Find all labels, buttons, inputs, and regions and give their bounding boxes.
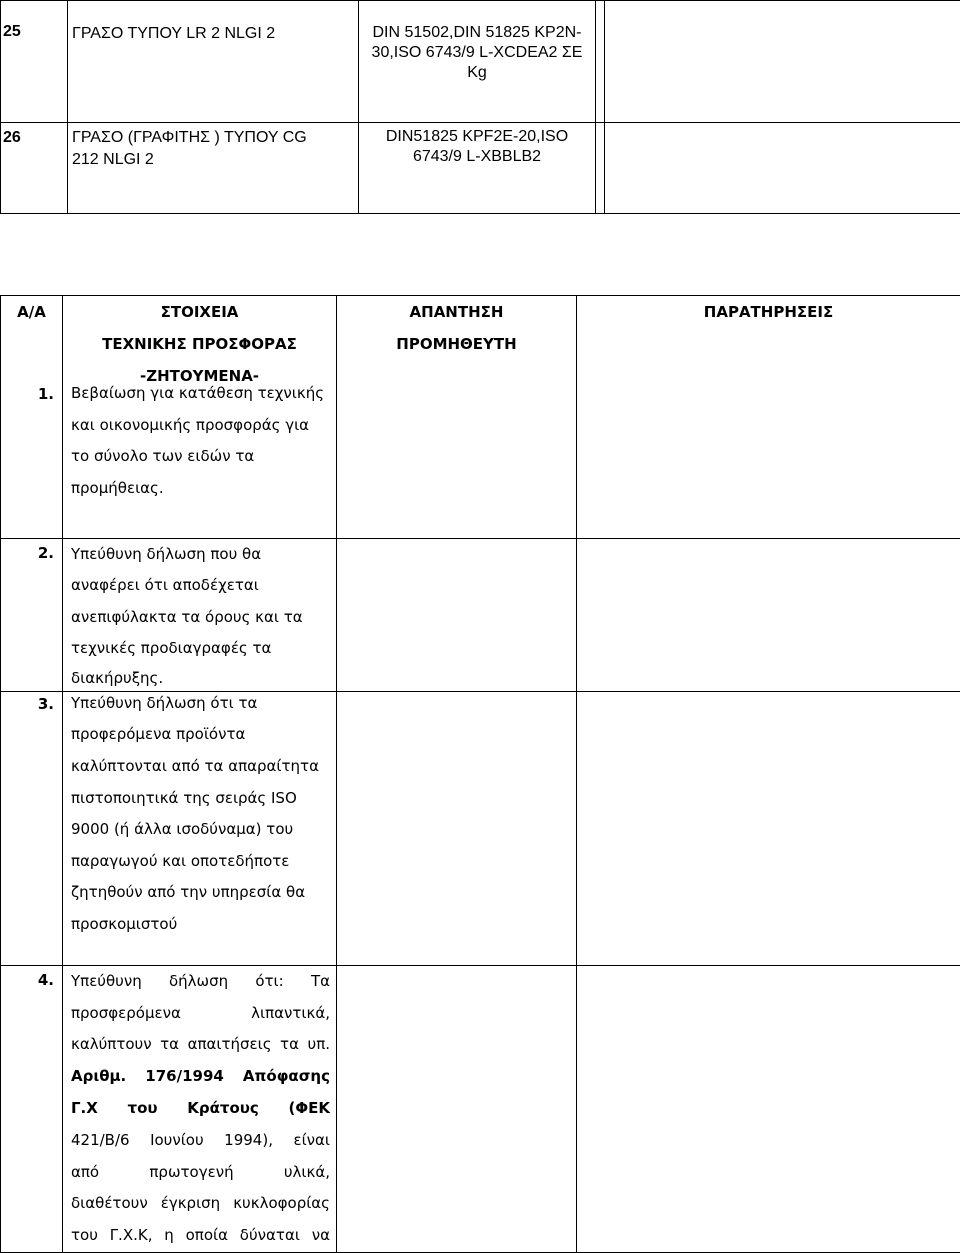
technical-offer-table: [0, 295, 960, 1253]
row-number: 1.: [1, 392, 63, 538]
row-text: Υπεύθυνη δήλωση ότι τα προφερόμενα προϊόντα καλύπτονται από τα απαραίτητα πιστοποιητικά της σειράς ISO 9000 (ή άλλα ισοδύναμα) του παραγωγού και οποτεδήποτε ζητηθούν από την υπηρεσία θα προσκομιστού: [63, 691, 337, 965]
table-row: [1, 538, 960, 691]
header-aa: Α/Α: [1, 296, 63, 393]
empty-cell: [605, 123, 960, 214]
row-number: 2.: [1, 538, 63, 691]
table-row: [1, 965, 960, 1252]
remarks-cell: [577, 691, 960, 965]
empty-cell: [596, 1, 605, 123]
item-spec: DIN51825 KPF2E-20,ISO 6743/9 L-XBBLB2: [359, 123, 596, 214]
products-table: [0, 0, 960, 214]
remarks-cell: [577, 538, 960, 691]
item-number: 26: [1, 123, 68, 214]
row-text: Υπεύθυνη δήλωση που θα αναφέρει ότι αποδέχεται ανεπιφύλακτα τα όρους και τα τεχνικές προδιαγραφές τα διακήρυξης.: [63, 538, 337, 691]
remarks-cell: [577, 965, 960, 1252]
row-number: 4.: [1, 965, 63, 1252]
item-name: ΓΡΑΣΟ (ΓΡΑΦΙΤΗΣ ) ΤΥΠΟΥ CG 212 NLGI 2: [68, 123, 359, 214]
item-spec: DIN 51502,DIN 51825 KP2N- 30,ISO 6743/9 L-XCDEA2 ΣΕ Kg: [359, 1, 596, 123]
table-row: [1, 691, 960, 965]
item-name: ΓΡΑΣΟ ΤΥΠΟΥ LR 2 NLGI 2: [68, 1, 359, 123]
table-row: [1, 123, 960, 214]
empty-cell: [596, 123, 605, 214]
answer-cell: [337, 538, 577, 691]
answer-cell: [337, 965, 577, 1252]
header-answer: ΑΠΑΝΤΗΣΗ ΠΡΟΜΗΘΕΥΤΗ: [337, 296, 577, 539]
header-remarks: ΠΑΡΑΤΗΡΗΣΕΙΣ: [577, 296, 960, 539]
answer-cell: [337, 691, 577, 965]
table-row: [1, 1, 960, 123]
row-text: Βεβαίωση για κατάθεση τεχνικής και οικονομικής προσφοράς για το σύνολο των ειδών τα προμήθειας.: [63, 392, 337, 538]
empty-cell: [605, 1, 960, 123]
header-items: ΣΤΟΙΧΕΙΑ ΤΕΧΝΙΚΗΣ ΠΡΟΣΦΟΡΑΣ -ΖΗΤΟΥΜΕΝΑ-: [63, 296, 337, 393]
item-number: 25: [1, 1, 68, 123]
row-number: 3.: [1, 691, 63, 965]
row-text: Υπεύθυνη δήλωση ότι: Τα προσφερόμενα λιπαντικά, καλύπτουν τα απαιτήσεις τα υπ. Αριθμ. 176/1994 Απόφασης Γ.Χ του Κράτους (ΦΕΚ 421/Β/6 Ιουνίου 1994), είναι από πρωτογενή υλικά, διαθέτουν έγκριση κυκλοφορίας του Γ.Χ.Κ, η οποία δύναται να: [63, 965, 337, 1252]
